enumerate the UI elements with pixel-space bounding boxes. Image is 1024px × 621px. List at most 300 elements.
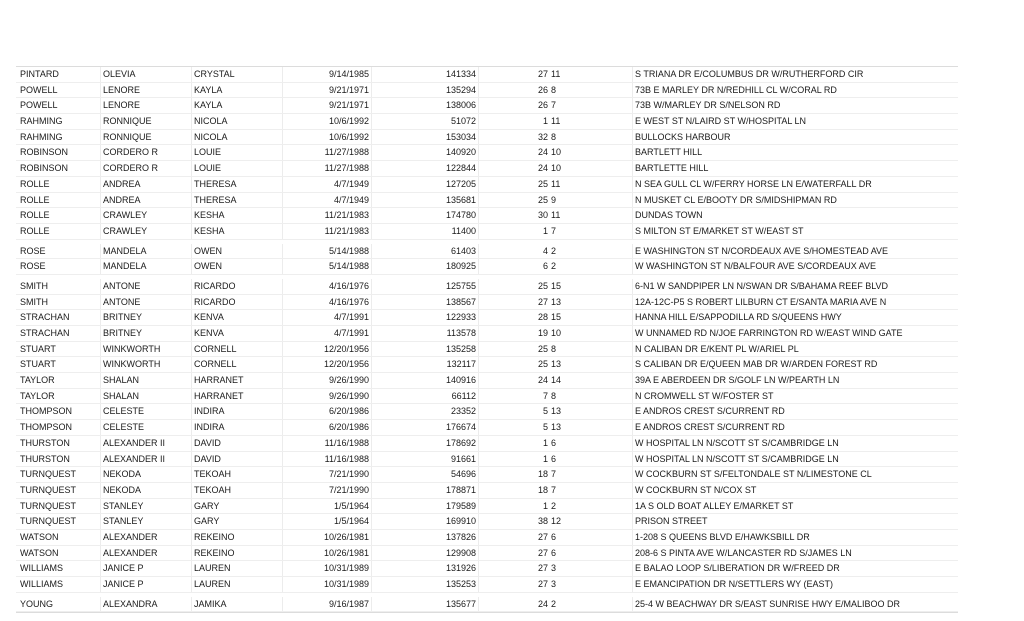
id-number-cell: 135253 [371, 577, 476, 592]
id-number-cell: 113578 [371, 326, 476, 341]
number-pair-cell [478, 452, 567, 467]
date-cell: 11/16/1988 [282, 452, 369, 467]
address-cell: 1-208 S QUEENS BLVD E/HAWKSBILL DR [632, 530, 961, 545]
date-cell: 4/7/1949 [282, 193, 369, 208]
table-row [16, 436, 958, 452]
number-b: 10 [551, 147, 562, 158]
number-pair-cell [478, 389, 567, 404]
last-name-cell: ROLLE [20, 178, 50, 189]
number-a: 5 [542, 422, 548, 433]
table-row [16, 373, 958, 389]
last-name-cell: THURSTON [20, 437, 70, 448]
last-name-cell: THOMPSON [20, 406, 73, 417]
address-cell: E BALAO LOOP S/LIBERATION DR W/FREED DR [632, 561, 961, 576]
number-a: 19 [537, 328, 548, 338]
last-name-cell: WATSON [20, 531, 59, 542]
number-b: 7 [551, 484, 557, 495]
id-number-cell: 129908 [371, 546, 476, 561]
address-cell: N SEA GULL CL W/FERRY HORSE LN E/WATERFALL DR [632, 177, 961, 192]
date-cell: 11/27/1988 [282, 145, 369, 160]
number-pair-cell [478, 467, 567, 482]
number-b: 7 [551, 469, 557, 480]
number-pair-cell [478, 404, 567, 419]
number-pair-cell [478, 436, 567, 451]
table-row [16, 467, 958, 483]
first-name-cell: BRITNEY [100, 310, 193, 325]
date-cell: 7/21/1990 [282, 483, 369, 498]
last-name-cell: YOUNG [20, 598, 54, 609]
table-row [16, 310, 958, 326]
id-number-cell: 135258 [371, 342, 476, 357]
number-pair-cell [478, 530, 567, 545]
middle-name-cell: OWEN [191, 244, 284, 259]
id-number-cell: 135677 [371, 597, 476, 612]
table-row [16, 561, 958, 577]
number-a: 18 [537, 469, 548, 480]
number-b: 11 [551, 69, 561, 79]
number-a: 24 [537, 375, 548, 386]
number-b: 6 [551, 531, 557, 542]
number-pair-cell [478, 514, 567, 529]
last-name-cell: TURNQUEST [20, 516, 76, 527]
date-cell: 9/26/1990 [282, 373, 369, 388]
first-name-cell: STANLEY [100, 499, 193, 514]
id-number-cell: 179589 [371, 499, 476, 514]
date-cell: 5/14/1988 [282, 244, 369, 259]
address-cell: 208-6 S PINTA AVE W/LANCASTER RD S/JAMES LN [632, 546, 961, 561]
middle-name-cell: LOUIE [191, 161, 284, 176]
date-cell: 9/14/1985 [282, 67, 369, 82]
table-row [16, 452, 958, 468]
first-name-cell: ALEXANDER [100, 546, 193, 561]
middle-name-cell: INDIRA [191, 420, 284, 435]
first-name-cell: MANDELA [100, 244, 193, 259]
number-a: 5 [542, 406, 548, 417]
table-row [16, 193, 958, 209]
records-table [16, 66, 958, 613]
number-pair-cell [478, 177, 567, 192]
first-name-cell: ALEXANDRA [100, 597, 193, 612]
table-row [16, 83, 958, 99]
first-name-cell: NEKODA [100, 467, 193, 482]
middle-name-cell: LAUREN [191, 577, 284, 592]
last-name-cell: TURNQUEST [20, 469, 76, 480]
table-row [16, 161, 958, 177]
first-name-cell: OLEVIA [100, 67, 193, 82]
first-name-cell: STANLEY [100, 514, 193, 529]
middle-name-cell: KENVA [191, 310, 284, 325]
date-cell: 7/21/1990 [282, 467, 369, 482]
address-cell: E ANDROS CREST S/CURRENT RD [632, 404, 961, 419]
number-b: 7 [551, 225, 557, 236]
date-cell: 11/27/1988 [282, 161, 369, 176]
number-pair-cell [478, 259, 567, 274]
number-pair-cell [478, 546, 567, 561]
address-cell: E WASHINGTON ST N/CORDEAUX AVE S/HOMESTEAD AVE [632, 244, 961, 259]
date-cell: 4/7/1991 [282, 310, 369, 325]
last-name-cell: TURNQUEST [20, 500, 76, 511]
id-number-cell: 180925 [371, 259, 476, 274]
date-cell: 12/20/1956 [282, 342, 369, 357]
date-cell: 1/5/1964 [282, 514, 369, 529]
number-a: 1 [542, 225, 548, 236]
id-number-cell: 169910 [371, 514, 476, 529]
number-a: 27 [537, 563, 548, 574]
first-name-cell: ANDREA [100, 193, 193, 208]
table-row [16, 177, 958, 193]
first-name-cell: CRAWLEY [100, 208, 193, 223]
address-cell: 1A S OLD BOAT ALLEY E/MARKET ST [632, 499, 961, 514]
middle-name-cell: TEKOAH [191, 483, 284, 498]
id-number-cell: 122844 [371, 161, 476, 176]
number-pair-cell [478, 279, 567, 294]
number-pair-cell [478, 342, 567, 357]
date-cell: 9/21/1971 [282, 83, 369, 98]
last-name-cell: THURSTON [20, 453, 70, 464]
number-a: 18 [537, 484, 548, 495]
address-cell: W HOSPITAL LN N/SCOTT ST S/CAMBRIDGE LN [632, 452, 961, 467]
date-cell: 6/20/1986 [282, 420, 369, 435]
number-pair-cell [478, 326, 567, 341]
id-number-cell: 127205 [371, 177, 476, 192]
id-number-cell: 23352 [371, 404, 476, 419]
number-b: 15 [551, 280, 562, 291]
number-a: 6 [542, 261, 548, 272]
number-a: 28 [537, 312, 548, 323]
number-a: 25 [537, 343, 548, 354]
middle-name-cell: INDIRA [191, 404, 284, 419]
number-b: 8 [551, 131, 557, 142]
id-number-cell: 174780 [371, 208, 476, 223]
table-row [16, 279, 958, 295]
date-cell: 6/20/1986 [282, 404, 369, 419]
id-number-cell: 11400 [371, 224, 476, 239]
last-name-cell: TAYLOR [20, 375, 55, 386]
number-b: 13 [551, 359, 562, 370]
number-pair-cell [478, 357, 567, 372]
id-number-cell: 140916 [371, 373, 476, 388]
address-cell: W WASHINGTON ST N/BALFOUR AVE S/CORDEAUX AVE [632, 259, 961, 274]
first-name-cell: WINKWORTH [100, 342, 193, 357]
address-cell: PRISON STREET [632, 514, 961, 529]
address-cell: BULLOCKS HARBOUR [632, 130, 961, 145]
number-a: 27 [537, 296, 548, 307]
number-pair-cell [478, 295, 567, 310]
date-cell: 11/21/1983 [282, 208, 369, 223]
number-pair-cell [478, 499, 567, 514]
number-b: 11 [551, 210, 561, 221]
table-row [16, 295, 958, 311]
address-cell: W COCKBURN ST N/COX ST [632, 483, 961, 498]
address-cell: 6-N1 W SANDPIPER LN N/SWAN DR S/BAHAMA REEF BLVD [632, 279, 961, 294]
number-pair-cell [478, 597, 567, 612]
first-name-cell: WINKWORTH [100, 357, 193, 372]
last-name-cell: WATSON [20, 547, 59, 558]
number-b: 3 [551, 563, 557, 574]
date-cell: 12/20/1956 [282, 357, 369, 372]
middle-name-cell: TEKOAH [191, 467, 284, 482]
number-a: 24 [537, 598, 548, 609]
date-cell: 5/14/1988 [282, 259, 369, 274]
date-cell: 10/6/1992 [282, 130, 369, 145]
number-a: 27 [537, 531, 548, 542]
address-cell: N CROMWELL ST W/FOSTER ST [632, 389, 961, 404]
address-cell: 39A E ABERDEEN DR S/GOLF LN W/PEARTH LN [632, 373, 961, 388]
address-cell: N MUSKET CL E/BOOTY DR S/MIDSHIPMAN RD [632, 193, 961, 208]
number-a: 1 [542, 116, 548, 127]
number-a: 7 [542, 390, 548, 401]
last-name-cell: ROLLE [20, 194, 50, 205]
number-pair-cell [478, 420, 567, 435]
number-b: 6 [551, 453, 557, 464]
middle-name-cell: GARY [191, 499, 284, 514]
table-row [16, 114, 958, 130]
number-pair-cell [478, 561, 567, 576]
last-name-cell: THOMPSON [20, 422, 73, 433]
address-cell: W UNNAMED RD N/JOE FARRINGTON RD W/EAST WIND GATE [632, 326, 961, 341]
last-name-cell: WILLIAMS [20, 579, 64, 589]
number-a: 1 [542, 437, 548, 448]
table-row [16, 483, 958, 499]
date-cell: 1/5/1964 [282, 499, 369, 514]
number-b: 2 [551, 598, 557, 609]
address-cell: N CALIBAN DR E/KENT PL W/ARIEL PL [632, 342, 961, 357]
number-a: 1 [542, 453, 548, 464]
number-pair-cell [478, 145, 567, 160]
table-row [16, 357, 958, 373]
middle-name-cell: OWEN [191, 259, 284, 274]
table-row [16, 326, 958, 342]
number-pair-cell [478, 193, 567, 208]
number-pair-cell [478, 483, 567, 498]
number-a: 27 [537, 579, 548, 589]
number-pair-cell [478, 114, 567, 129]
number-a: 24 [537, 163, 548, 174]
last-name-cell: ROLLE [20, 210, 50, 221]
number-a: 25 [537, 280, 548, 291]
middle-name-cell: THERESA [191, 177, 284, 192]
number-a: 38 [537, 516, 548, 527]
number-a: 27 [537, 69, 548, 79]
number-b: 13 [551, 422, 562, 433]
number-b: 11 [551, 178, 561, 189]
first-name-cell: JANICE P [100, 577, 193, 592]
number-pair-cell [478, 83, 567, 98]
number-b: 15 [551, 312, 562, 323]
last-name-cell: TURNQUEST [20, 484, 76, 495]
table-row [16, 98, 958, 114]
last-name-cell: POWELL [20, 100, 58, 111]
number-a: 1 [542, 500, 548, 511]
id-number-cell: 178692 [371, 436, 476, 451]
number-b: 10 [551, 328, 562, 338]
last-name-cell: ROSE [20, 245, 46, 256]
table-row [16, 546, 958, 562]
address-cell: BARTLETT HILL [632, 145, 961, 160]
address-cell: E EMANCIPATION DR N/SETTLERS WY (EAST) [632, 577, 961, 592]
number-b: 9 [551, 194, 557, 205]
first-name-cell: ALEXANDER [100, 530, 193, 545]
id-number-cell: 178871 [371, 483, 476, 498]
middle-name-cell: RICARDO [191, 295, 284, 310]
number-pair-cell [478, 208, 567, 223]
first-name-cell: ALEXANDER II [100, 452, 193, 467]
first-name-cell: NEKODA [100, 483, 193, 498]
table-row [16, 514, 958, 530]
id-number-cell: 153034 [371, 130, 476, 145]
last-name-cell: ROBINSON [20, 163, 69, 174]
last-name-cell: STUART [20, 343, 56, 354]
number-pair-cell [478, 373, 567, 388]
date-cell: 9/16/1987 [282, 597, 369, 612]
id-number-cell: 131926 [371, 561, 476, 576]
table-row [16, 145, 958, 161]
table-row [16, 130, 958, 146]
id-number-cell: 135294 [371, 83, 476, 98]
number-b: 6 [551, 437, 557, 448]
last-name-cell: STRACHAN [20, 328, 70, 338]
middle-name-cell: THERESA [191, 193, 284, 208]
first-name-cell: CELESTE [100, 404, 193, 419]
last-name-cell: PINTARD [20, 69, 59, 79]
id-number-cell: 140920 [371, 145, 476, 160]
middle-name-cell: KAYLA [191, 98, 284, 113]
middle-name-cell: DAVID [191, 452, 284, 467]
middle-name-cell: NICOLA [191, 114, 284, 129]
number-b: 3 [551, 579, 557, 589]
first-name-cell: ANTONE [100, 295, 193, 310]
address-cell: S CALIBAN DR E/QUEEN MAB DR W/ARDEN FOREST RD [632, 357, 961, 372]
address-cell: 12A-12C-P5 S ROBERT LILBURN CT E/SANTA MARIA AVE N [632, 295, 961, 310]
number-b: 11 [551, 116, 561, 127]
table-row [16, 224, 958, 240]
date-cell: 4/7/1949 [282, 177, 369, 192]
first-name-cell: MANDELA [100, 259, 193, 274]
middle-name-cell: LOUIE [191, 145, 284, 160]
middle-name-cell: KENVA [191, 326, 284, 341]
address-cell: HANNA HILL E/SAPPODILLA RD S/QUEENS HWY [632, 310, 961, 325]
first-name-cell: CORDERO R [100, 161, 193, 176]
middle-name-cell: DAVID [191, 436, 284, 451]
address-cell: E ANDROS CREST S/CURRENT RD [632, 420, 961, 435]
id-number-cell: 61403 [371, 244, 476, 259]
first-name-cell: CELESTE [100, 420, 193, 435]
first-name-cell: ANTONE [100, 279, 193, 294]
first-name-cell: RONNIQUE [100, 130, 193, 145]
id-number-cell: 51072 [371, 114, 476, 129]
id-number-cell: 122933 [371, 310, 476, 325]
number-a: 26 [537, 100, 548, 111]
number-pair-cell [478, 224, 567, 239]
last-name-cell: STUART [20, 359, 56, 370]
id-number-cell: 132117 [371, 357, 476, 372]
middle-name-cell: GARY [191, 514, 284, 529]
number-a: 25 [537, 178, 548, 189]
number-pair-cell [478, 161, 567, 176]
first-name-cell: RONNIQUE [100, 114, 193, 129]
number-b: 8 [551, 343, 557, 354]
number-a: 26 [537, 84, 548, 95]
table-row [16, 259, 958, 275]
id-number-cell: 54696 [371, 467, 476, 482]
middle-name-cell: NICOLA [191, 130, 284, 145]
number-a: 25 [537, 359, 548, 370]
date-cell: 10/26/1981 [282, 546, 369, 561]
number-b: 12 [551, 516, 562, 527]
first-name-cell: BRITNEY [100, 326, 193, 341]
last-name-cell: SMITH [20, 296, 48, 307]
address-cell: BARTLETTE HILL [632, 161, 961, 176]
table-row [16, 499, 958, 515]
date-cell: 9/26/1990 [282, 389, 369, 404]
address-cell: E WEST ST N/LAIRD ST W/HOSPITAL LN [632, 114, 961, 129]
table-row [16, 530, 958, 546]
date-cell: 4/16/1976 [282, 279, 369, 294]
middle-name-cell: RICARDO [191, 279, 284, 294]
id-number-cell: 125755 [371, 279, 476, 294]
last-name-cell: TAYLOR [20, 390, 55, 401]
last-name-cell: SMITH [20, 280, 48, 291]
middle-name-cell: JAMIKA [191, 597, 284, 612]
table-row [16, 389, 958, 405]
middle-name-cell: KESHA [191, 208, 284, 223]
number-pair-cell [478, 577, 567, 592]
last-name-cell: ROBINSON [20, 147, 69, 158]
table-row [16, 577, 958, 593]
number-b: 8 [551, 84, 557, 95]
middle-name-cell: REKEINO [191, 530, 284, 545]
table-row [16, 244, 958, 260]
first-name-cell: ANDREA [100, 177, 193, 192]
middle-name-cell: CRYSTAL [191, 67, 284, 82]
first-name-cell: ALEXANDER II [100, 436, 193, 451]
table-row [16, 342, 958, 358]
number-b: 6 [551, 547, 557, 558]
date-cell: 9/21/1971 [282, 98, 369, 113]
number-a: 24 [537, 147, 548, 158]
date-cell: 11/21/1983 [282, 224, 369, 239]
table-row [16, 597, 958, 613]
middle-name-cell: HARRANET [191, 389, 284, 404]
number-b: 2 [551, 245, 557, 256]
address-cell: DUNDAS TOWN [632, 208, 961, 223]
table-row [16, 67, 958, 83]
last-name-cell: RAHMING [20, 131, 63, 142]
number-a: 30 [537, 210, 548, 221]
address-cell: 73B W/MARLEY DR S/NELSON RD [632, 98, 961, 113]
address-cell: 25-4 W BEACHWAY DR S/EAST SUNRISE HWY E/MALIBOO DR [632, 597, 961, 612]
last-name-cell: ROSE [20, 261, 46, 272]
address-cell: W HOSPITAL LN N/SCOTT ST S/CAMBRIDGE LN [632, 436, 961, 451]
date-cell: 10/26/1981 [282, 530, 369, 545]
date-cell: 10/31/1989 [282, 577, 369, 592]
id-number-cell: 135681 [371, 193, 476, 208]
last-name-cell: RAHMING [20, 116, 63, 127]
middle-name-cell: HARRANET [191, 373, 284, 388]
number-pair-cell [478, 244, 567, 259]
number-pair-cell [478, 130, 567, 145]
number-b: 10 [551, 163, 562, 174]
middle-name-cell: CORNELL [191, 357, 284, 372]
number-a: 4 [542, 245, 548, 256]
middle-name-cell: CORNELL [191, 342, 284, 357]
number-a: 25 [537, 194, 548, 205]
id-number-cell: 138567 [371, 295, 476, 310]
number-pair-cell [478, 67, 567, 82]
table-row [16, 208, 958, 224]
id-number-cell: 141334 [371, 67, 476, 82]
date-cell: 10/31/1989 [282, 561, 369, 576]
